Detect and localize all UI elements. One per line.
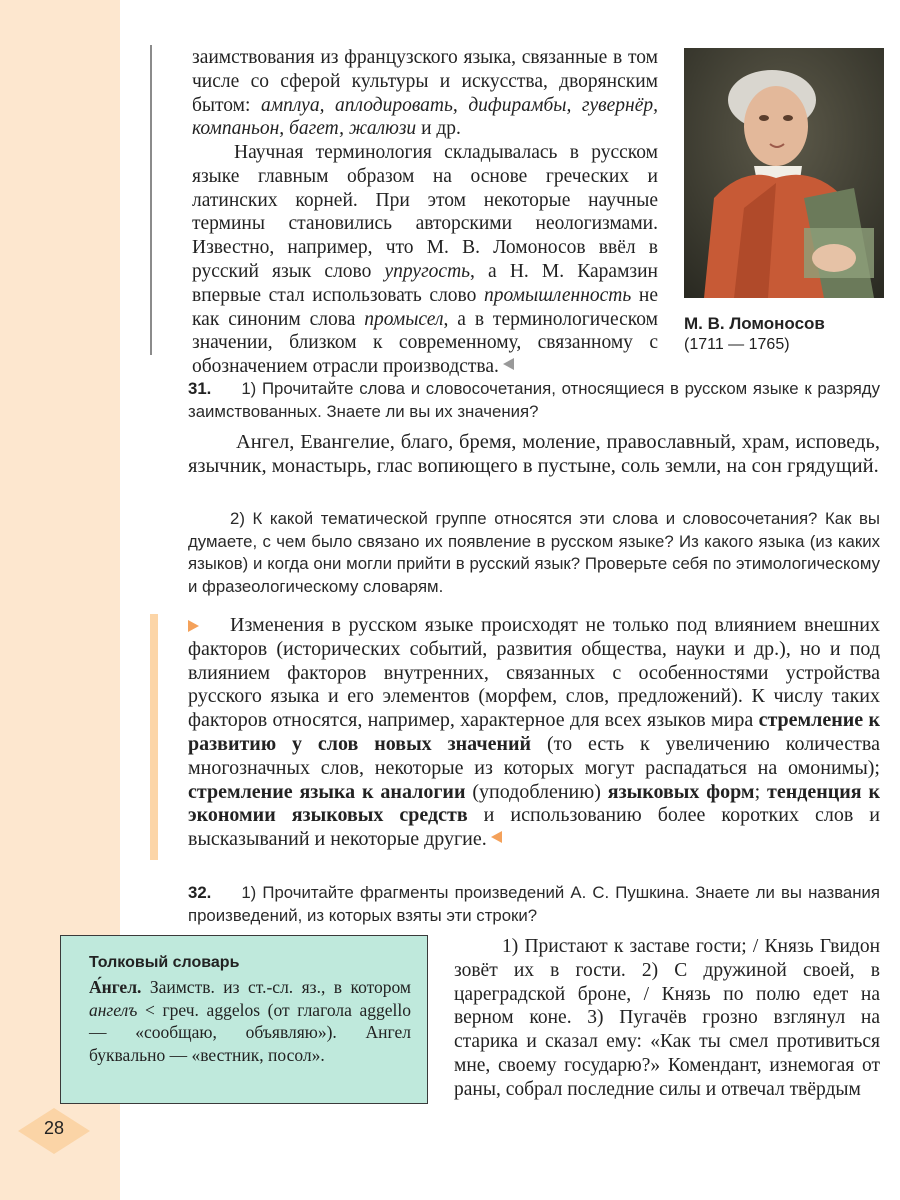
rule-emphasis: стремление к развитию у слов новых значений bbox=[188, 709, 880, 755]
task-number: 32. bbox=[188, 883, 212, 902]
rule-text-part: Изменения в русском языке происходят не только под влиянием внешних факторов (исторических событий, развития общества, науки и др.), но и под влиянием факторов внутренних, связанных с особенностями устройства русского языка и его элементов (морфем, слов, предложений). К числу таких факторов относятся, например, характерное для всех языков мира bbox=[188, 614, 880, 732]
dictionary-title: Толковый словарь bbox=[89, 954, 240, 971]
rule-text bbox=[188, 614, 880, 852]
dictionary-text: Заимств. из ст.-сл. яз., в котором bbox=[141, 977, 411, 997]
rule-emphasis: языковых форм bbox=[607, 780, 755, 803]
intro-paragraph-2 bbox=[192, 141, 658, 379]
task-32-part-1 bbox=[188, 882, 880, 927]
term-example: упругость bbox=[384, 260, 471, 282]
section-vertical-rule bbox=[150, 45, 152, 355]
rule-section bbox=[150, 614, 880, 860]
task-31-part-1 bbox=[188, 378, 880, 423]
intro-text: не как синоним слова bbox=[192, 284, 658, 330]
section-end-marker-icon bbox=[503, 358, 514, 370]
intro-text: , а в терминологическом значении, близком к современному, связанному с обозначением отрасли производства. bbox=[192, 308, 658, 378]
pushkin-fragments: 1) Пристают к заставе гости; / Князь Гвидон зовёт их в гости. 2) С дружиной своей, в цареградской броне, / Князь по полю едет на верном коне. 3) Пугачёв грозно взглянул на старика и сказал ему: «Как ты смел противиться мне, своему государю?» Комендант, изнемогая от раны, собрал последние силы и отвечал твёрдым bbox=[454, 936, 880, 1100]
rule-emphasis: стремление языка к аналогии bbox=[188, 780, 466, 803]
task-31-word-list: Ангел, Евангелие, благо, бремя, моление, православный, храм, исповедь, язычник, монастырь, глас вопиющего в пустыне, соль земли, на сон грядущий. bbox=[188, 431, 880, 477]
dictionary-headword: А́нгел. bbox=[89, 977, 142, 997]
intro-text: , а Н. М. Карамзин впервые стал использовать слово bbox=[192, 260, 658, 306]
dictionary-entry bbox=[89, 976, 411, 1066]
task-text: 1) Прочитайте фрагменты произведений А. С. Пушкина. Знаете ли вы названия произведений, из которых взяты эти строки? bbox=[188, 883, 880, 925]
task-number: 31. bbox=[188, 379, 212, 398]
intro-text: заимствования из французского языка, связанные в том числе со сферой культуры и искусства, дворянским бытом: bbox=[192, 47, 658, 116]
portrait-caption-years: (1711 — 1765) bbox=[684, 336, 790, 353]
rule-text-part: и использованию более коротких слов и высказываний и некоторые другие. bbox=[188, 804, 880, 851]
rule-text-part: ; bbox=[754, 780, 767, 803]
rule-text-part: (то есть к увеличению количества многозначных слов, некоторые из которых могут распадаться на омонимы); bbox=[188, 732, 880, 779]
page-number: 28 bbox=[43, 1118, 65, 1138]
intro-examples: амплуа, аплодировать, дифирамбы, гувернёр, компаньон, багет, жалюзи bbox=[192, 94, 658, 140]
dictionary-text: < греч. aggelos (от глагола aggello — «сообщаю, объявляю»). Ангел буквально — «вестник, посол». bbox=[89, 999, 411, 1065]
rule-end-marker-icon bbox=[491, 831, 502, 843]
intro-text: и др. bbox=[416, 118, 461, 140]
dictionary-word: ангелъ bbox=[89, 999, 138, 1020]
intro-paragraph-1 bbox=[192, 46, 658, 141]
task-text: 1) Прочитайте слова и словосочетания, относящиеся в русском языке к разряду заимствованных. Знаете ли вы их значения? bbox=[188, 379, 880, 421]
rule-accent-stripe bbox=[150, 614, 158, 860]
lomonosov-portrait bbox=[684, 48, 884, 298]
task-31-part-2: 2) К какой тематической группе относятся эти слова и словосочетания? Как вы думаете, с чем было связано их появление в русском языке? Из какого языка (из каких языков) и когда они могли прийти в русский язык? Проверьте себя по этимологическому и фразеологическому словарям. bbox=[188, 509, 880, 596]
rule-text-part: (уподоблению) bbox=[465, 780, 608, 803]
term-example: промысел bbox=[364, 308, 444, 330]
intro-text: Научная терминология складывалась в русском языке главным образом на основе греческих и латинских корней. При этом некоторые научные термины становились авторскими неологизмами. Известно, например, что М. В. Ломоносов ввёл в русский язык слово bbox=[192, 142, 658, 282]
rule-emphasis: тенденция к экономии языковых средств bbox=[188, 780, 881, 827]
portrait-caption-name: М. В. Ломоносов bbox=[684, 314, 825, 333]
dictionary-box bbox=[60, 935, 428, 1104]
term-example: промышленность bbox=[484, 284, 632, 306]
